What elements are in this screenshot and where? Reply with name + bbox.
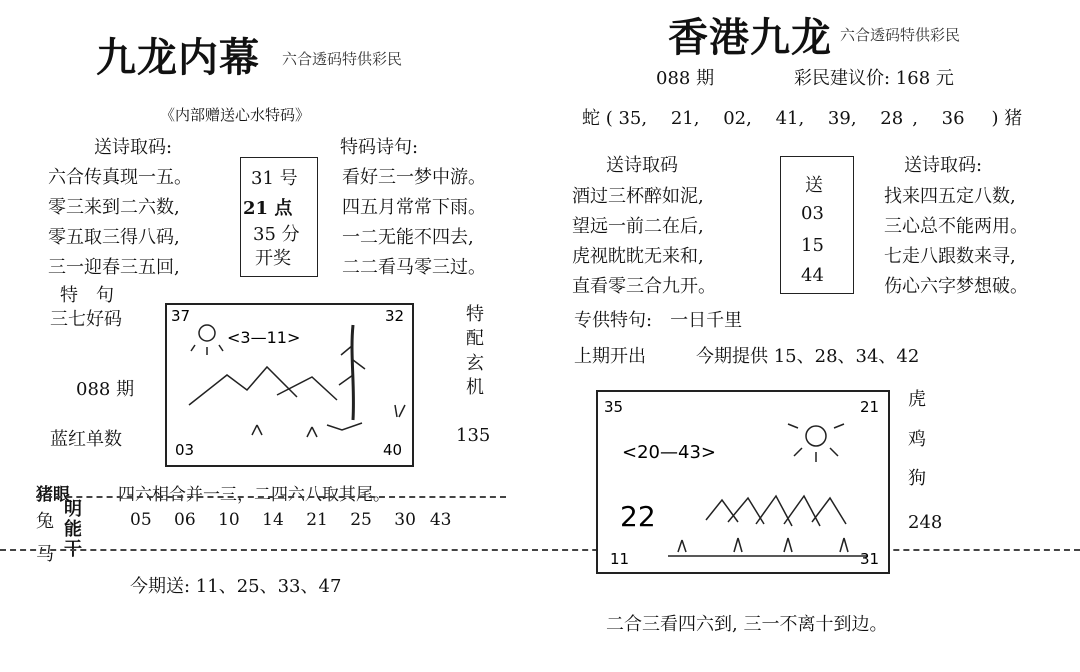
draw-time-number: 31 号 (251, 168, 298, 189)
zodiac-pig: 猪 (1004, 108, 1023, 129)
left-subtitle: 六合透码特供彩民 (282, 50, 403, 68)
side-label-char-4: 机 (466, 376, 484, 398)
left-title: 九龙内幕 (96, 34, 260, 81)
right-special-poem-1: 找来四五定八数, (884, 186, 1016, 207)
right-special-line: 专供特句: 一日千里 (574, 310, 743, 331)
right-current-supply: 今期提供 15、28、34、42 (696, 346, 920, 367)
sun-rays (788, 424, 844, 462)
left-special-poem-4: 二二看马零三过。 (342, 257, 486, 278)
bright-char-3: 干 (64, 538, 82, 560)
mountain-2 (277, 377, 337, 400)
right-picture-mid-text: 22 (620, 500, 656, 533)
number-item: 21 (670, 108, 694, 129)
left-puzzle-picture (165, 303, 414, 467)
number-item: 21 (306, 510, 328, 530)
left-poem-line-2: 零三来到二六数, (48, 197, 180, 218)
side-zodiac-rooster: 鸡 (908, 428, 926, 450)
grass-marks (678, 538, 848, 552)
left-zodiac-rabbit: 兔 (36, 511, 54, 532)
mountain-1 (189, 367, 297, 405)
right-picture-corner-tr: 21 (860, 398, 880, 416)
left-number-row (130, 510, 451, 530)
mountain-range (706, 496, 846, 526)
right-puzzle-picture (596, 390, 890, 574)
side-label-char-1: 特 (466, 304, 484, 325)
number-item: 28 (880, 108, 904, 129)
number-item: 14 (262, 510, 284, 530)
left-fold-line-top (36, 496, 506, 498)
left-poem-line-1: 六合传真现一五。 (48, 167, 192, 188)
tree-trunk (352, 325, 353, 420)
left-side-label (466, 303, 484, 400)
right-send-box (780, 156, 854, 294)
left-zodiac-pig-eye: 猪眼 (36, 485, 70, 505)
fold-line-bottom (0, 549, 1080, 551)
left-issue: 088 期 (76, 379, 135, 400)
right-issue: 088 期 (656, 68, 715, 89)
ground-line (327, 423, 362, 430)
grass-marks (252, 405, 405, 437)
right-poem-line-4: 直看零三合九开。 (572, 276, 716, 297)
left-zodiac-horse: 马 (36, 544, 54, 565)
left-special-poem-2: 四五月常常下雨。 (342, 197, 486, 218)
right-side-number: 248 (908, 512, 943, 533)
draw-time-hour: 21 点 (243, 198, 293, 219)
right-picture-drawing (598, 392, 888, 572)
right-subtitle: 六合透码特供彩民 (840, 26, 961, 44)
left-picture-drawing (167, 305, 412, 465)
send-box-number-3: 44 (801, 265, 824, 286)
send-box-number-1: 03 (801, 203, 824, 224)
right-poem-head-right: 送诗取码: (904, 155, 983, 176)
right-title: 香港九龙 (668, 14, 832, 61)
left-special-poem-1: 看好三一梦中游。 (342, 167, 486, 188)
left-picture-corner-tr: 32 (385, 307, 405, 325)
right-special-poem-2: 三心总不能两用。 (884, 216, 1028, 237)
left-poem-head-left: 送诗取码: (94, 137, 173, 158)
bright-char-1: 明 (64, 499, 82, 520)
right-poem-line-2: 望远一前二在后, (572, 216, 704, 237)
left-blue-red-label: 蓝红单数 (50, 429, 122, 450)
draw-time-minute: 35 分 (253, 224, 300, 245)
sun-rays (191, 345, 223, 355)
right-picture-corner-br: 31 (860, 550, 880, 568)
left-picture-corner-tl: 37 (171, 307, 191, 325)
right-picture-corner-tl: 35 (604, 398, 624, 416)
left-poem-head-right: 特码诗句: (340, 137, 419, 158)
left-send-line: 今期送: 11、25、33、47 (130, 576, 342, 597)
right-number-row: 蛇 ( 35, 21, 02, 41, 39, 28 , 36 ) 猪 (582, 108, 1023, 129)
right-picture-sky-text: <20—43> (622, 442, 716, 463)
sun-shape (199, 325, 215, 341)
left-gift-title: 《内部赠送心水特码》 (160, 106, 311, 124)
number-item: 10 (218, 510, 240, 530)
number-item: 36 (941, 108, 965, 129)
number-item: 35 (618, 108, 642, 129)
right-picture-corner-bl: 11 (610, 550, 630, 568)
left-side-number: 135 (456, 425, 491, 446)
left-poem-line-4: 三一迎春三五回, (48, 257, 180, 278)
left-draw-time-box (240, 157, 318, 277)
draw-time-label: 开奖 (255, 248, 291, 269)
number-item: 41 (775, 108, 799, 129)
left-zodiac-line: 四六相合并一三，二四六八取其尾。 (118, 485, 390, 505)
send-box-number-2: 15 (801, 235, 824, 256)
side-zodiac-tiger: 虎 (908, 389, 926, 410)
number-item: 05 (130, 510, 152, 530)
right-poem-head-left: 送诗取码 (606, 155, 678, 176)
right-side-zodiac (908, 380, 926, 499)
send-box-label: 送 (805, 175, 823, 196)
zodiac-snake: 蛇 (582, 108, 600, 129)
left-good-code-label: 三七好码 (50, 309, 122, 330)
bright-char-2: 能 (64, 518, 82, 540)
number-item: 43 (429, 510, 452, 530)
left-special-label: 特 句 (60, 285, 114, 306)
left-picture-corner-bl: 03 (175, 441, 195, 459)
right-special-poem-3: 七走八跟数来寻, (884, 246, 1016, 267)
left-poem-line-3: 零五取三得八码, (48, 227, 180, 248)
right-price: 彩民建议价: 168 元 (794, 68, 954, 89)
right-bottom-line: 二合三看四六到, 三一不离十到边。 (606, 614, 888, 635)
right-poem-line-3: 虎视眈眈无来和, (572, 246, 704, 267)
number-item: 30 (394, 510, 416, 530)
left-picture-sky-text: <3—11> (227, 328, 301, 347)
left-special-poem-3: 一二无能不四去, (342, 227, 474, 248)
number-item: 25 (350, 510, 372, 530)
side-zodiac-dog: 狗 (908, 468, 926, 490)
right-last-issue-label: 上期开出 (574, 346, 646, 367)
right-special-poem-4: 伤心六字梦想破。 (884, 276, 1028, 297)
number-item: 06 (174, 510, 196, 530)
right-poem-line-1: 酒过三杯醉如泥, (572, 186, 704, 207)
number-item: 02 (723, 108, 747, 129)
sun-shape (806, 426, 826, 446)
side-label-char-3: 玄 (466, 352, 484, 374)
left-picture-corner-br: 40 (383, 441, 403, 459)
number-item: 39 (827, 108, 851, 129)
side-label-char-2: 配 (466, 328, 484, 350)
